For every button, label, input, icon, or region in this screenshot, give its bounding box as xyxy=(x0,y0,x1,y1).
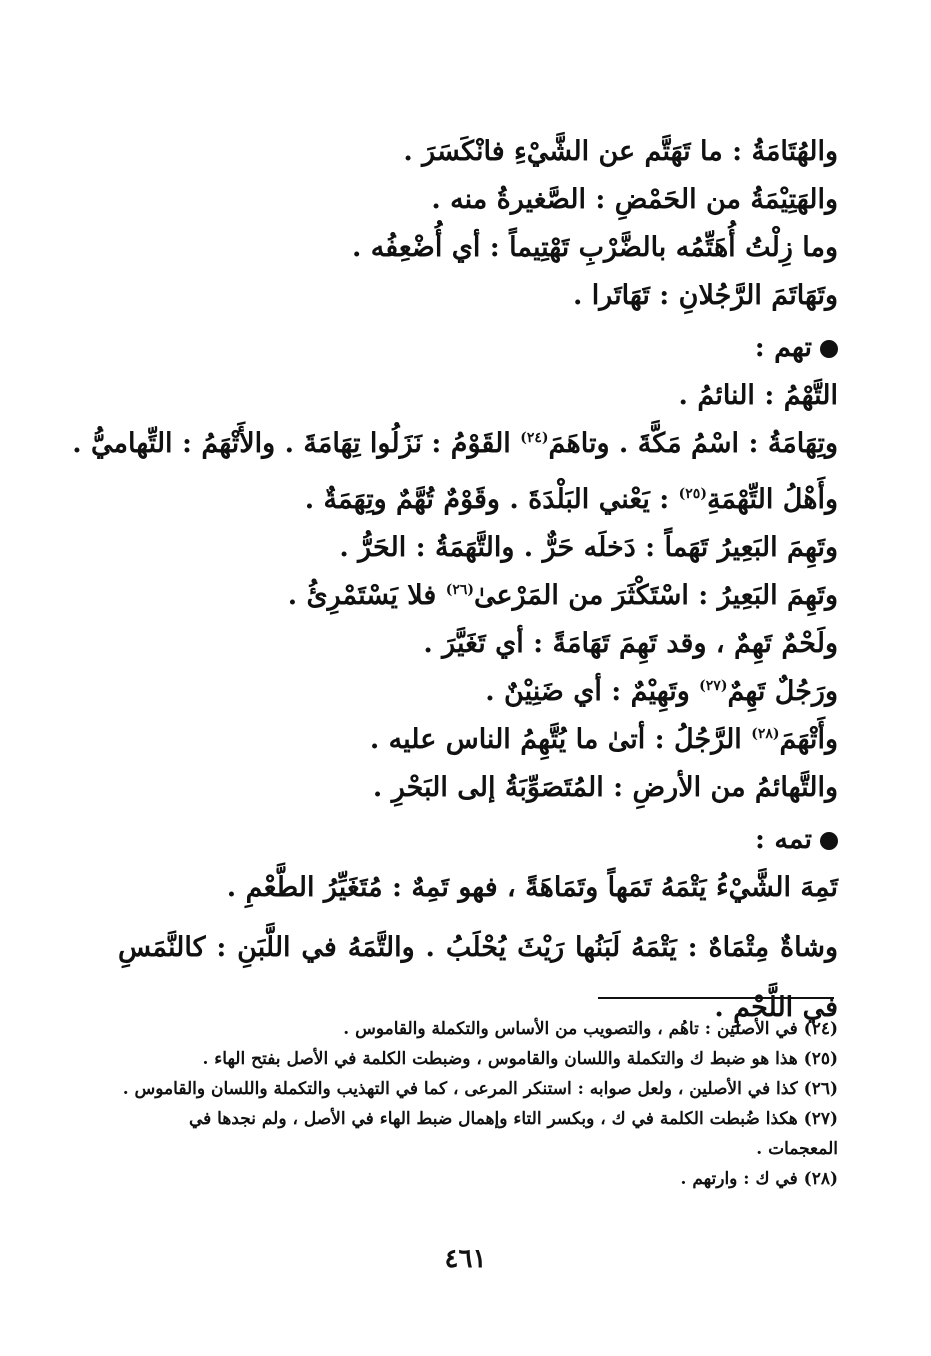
text-line: وما زِلْتُ أُهَتِّمُه بالضَّرْبِ تَهْتِيماً : أي أُضْعِفُه . xyxy=(351,232,838,263)
footnote-ref: (٢٧) xyxy=(699,678,728,694)
page-number: ٤٦١ xyxy=(444,1244,487,1274)
footnote: (٢٨) في ك : وارتهم . xyxy=(680,1169,838,1189)
text-segment: وتَهِمَ البَعِيرُ : اسْتَكْثَرَ من المَرْعىٰ xyxy=(474,580,838,611)
text-segment: ورَجُلٌ تَهِمٌ xyxy=(727,676,838,707)
main-text xyxy=(72,128,838,1038)
text-line: التَّهْمُ : النائمُ . xyxy=(678,380,838,411)
footnote-ref: (٢٥) xyxy=(678,486,707,502)
bullet-icon xyxy=(820,832,838,850)
text-segment: الرَّجُلُ : أتىٰ ما يُتَّهِمُ الناس عليه . xyxy=(369,724,742,755)
text-segment: القَوْمُ : نَزَلُوا تِهَامَةَ . والأَتْهَمُ : التِّهاميُّ . xyxy=(72,428,511,459)
footnote-ref: (٢٦) xyxy=(445,582,475,598)
footnote-divider xyxy=(598,997,834,999)
text-line: والهُتَامَةُ : ما تَهَتَّم عن الشَّيْءِ فانْكَسَرَ . xyxy=(403,136,838,167)
text-line: تَمِهَ الشَّيْءُ يَتْمَهُ تَمَهاً وتَمَاهَةً ، فهو تَمِهٌ : مُتَغَيِّرُ الطَّعْمِ . xyxy=(226,872,838,903)
text-line xyxy=(118,668,838,716)
entry-heading xyxy=(118,324,838,372)
text-line: وتَهِمَ البَعِيرُ تَهَماً : دَخلَه حَرٌّ . والتَّهَمَةُ : الحَرُّ . xyxy=(339,532,838,563)
text-segment: : يَعْني البَلْدَةَ . وقَوْمٌ تُهَّمٌ وتِهَمَةٌ . xyxy=(304,484,670,515)
text-line: والهَتِيْمَةُ من الحَمْضِ : الصَّغيرةُ منه . xyxy=(431,184,838,215)
text-segment: وأَتْهَمَ xyxy=(779,724,838,755)
footnotes xyxy=(118,1014,838,1194)
footnote-ref: (٢٤) xyxy=(520,430,549,446)
text-segment: فلا يَسْتَمْرِئُ . xyxy=(287,580,437,611)
text-paragraph: وشاةٌ مِتْمَاهٌ : يَتْمَهُ لَبَنُها رَيْثَ يُحْلَبُ . والتَّمَهُ في اللَّبَنِ : كالنَّمَسِ في اللَّحْمِ . xyxy=(118,932,838,1023)
text-segment: وتَهِيْمٌ : أي ضَنِيْنٌ . xyxy=(485,676,690,707)
text-line xyxy=(118,476,838,524)
footnote: (٢٤) في الأصلين : تاهُم ، والتصويب من الأساس والتكملة والقاموس . xyxy=(343,1019,838,1039)
footnote-ref: (٢٨) xyxy=(751,726,780,742)
text-line xyxy=(118,572,838,620)
text-line: وتَهَاتَمَ الرَّجُلانِ : تَهَاتَرا . xyxy=(572,280,838,311)
footnote: (٢٦) كذا في الأصلين ، ولعل صوابه : استنكر المرعى ، كما في التهذيب والتكملة واللسان والقاموس . xyxy=(122,1079,838,1099)
entry-heading-label: تهم : xyxy=(754,332,812,363)
text-line xyxy=(118,716,838,764)
text-segment: وأَهْلُ التِّهْمَةِ xyxy=(706,484,838,515)
text-line: ولَحْمٌ تَهِمٌ ، وقد تَهِمَ تَهَامَةً : أي تَغَيَّرَ . xyxy=(423,628,838,659)
entry-heading xyxy=(118,816,838,864)
footnote: (٢٥) هذا هو ضبط ك والتكملة واللسان والقاموس ، وضبطت الكلمة في الأصل بفتح الهاء . xyxy=(202,1049,838,1069)
text-line xyxy=(72,420,838,468)
text-line: والتَّهائمُ من الأرضِ : المُتَصَوِّبَةُ إلى البَحْرِ . xyxy=(372,772,838,803)
entry-heading-label: تمه : xyxy=(755,824,812,855)
text-segment: وتِهَامَةُ : اسْمُ مَكَّةَ . وتاهَمَ xyxy=(548,428,838,459)
bullet-icon xyxy=(820,340,838,358)
footnote: (٢٧) هكذا ضُبطت الكلمة في ك ، وبكسر التاء وإهمال ضبط الهاء في الأصل ، ولم نجدها في المعجمات . xyxy=(188,1109,838,1159)
